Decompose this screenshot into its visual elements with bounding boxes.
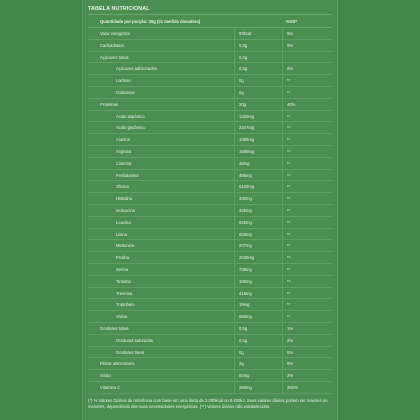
nutrient-vd: ** bbox=[282, 111, 290, 122]
nutrient-amount: 0,3g bbox=[234, 52, 247, 63]
nutrient-amount: 250mg bbox=[234, 382, 252, 393]
nutrient-name: Proteínas bbox=[100, 101, 118, 107]
nutrient-vd: ** bbox=[282, 158, 290, 169]
nutrient-amount: 0g bbox=[234, 87, 244, 98]
nutrient-vd: ** bbox=[282, 229, 290, 240]
nutrient-amount: 738mg bbox=[234, 264, 252, 275]
nutrient-vd: ** bbox=[282, 311, 290, 322]
nutrient-amount: 2g bbox=[234, 358, 244, 369]
nutrient-vd bbox=[282, 52, 287, 63]
nutrient-amount: 20g bbox=[234, 99, 246, 110]
table-row bbox=[88, 111, 332, 123]
table-row bbox=[88, 217, 332, 229]
nutrient-vd: 250% bbox=[282, 382, 298, 393]
table-title: TABELA NUTRICIONAL bbox=[88, 6, 150, 12]
nutrient-name: Arginina bbox=[116, 148, 132, 154]
nutrient-name: Vitamina C bbox=[100, 384, 121, 390]
table-row bbox=[88, 87, 332, 99]
nutrient-name: Ácido glutâmico bbox=[116, 125, 146, 131]
nutrient-name: Lisina bbox=[116, 231, 127, 237]
table-row bbox=[88, 99, 332, 111]
nutrient-name: Sódio bbox=[100, 373, 111, 379]
nutrient-amount: 555mg bbox=[234, 311, 252, 322]
nutrient-amount: 0,4g bbox=[234, 335, 247, 346]
nutrient-amount: 0,3g bbox=[234, 63, 247, 74]
nutrient-amount: 0g bbox=[234, 347, 244, 358]
nutrient-vd: ** bbox=[282, 87, 290, 98]
nutrient-vd: ** bbox=[282, 288, 290, 299]
nutrient-amount: 1320mg bbox=[234, 111, 254, 122]
nutrient-amount: 330mg bbox=[234, 193, 252, 204]
table-row bbox=[88, 264, 332, 276]
nutrient-amount: 165mg bbox=[234, 276, 252, 287]
nutrient-name: Glicina bbox=[116, 184, 129, 190]
table-row bbox=[88, 63, 332, 75]
vd-header: %VD* bbox=[286, 19, 298, 24]
table-row bbox=[88, 240, 332, 252]
nutrient-amount: 1080mg bbox=[234, 134, 254, 145]
table-row bbox=[88, 299, 332, 311]
nutrient-name: Carboidratos bbox=[100, 42, 124, 48]
nutrient-name: Metionina bbox=[116, 243, 135, 249]
nutrient-name: Gorduras totais bbox=[100, 325, 129, 331]
nutrient-name: Treonina bbox=[116, 290, 133, 296]
nutrient-vd: ** bbox=[282, 170, 290, 181]
table-row bbox=[88, 229, 332, 241]
table-row bbox=[88, 311, 332, 323]
table-row bbox=[88, 52, 332, 64]
nutrient-vd: ** bbox=[282, 276, 290, 287]
nutrient-vd: ** bbox=[282, 134, 290, 145]
nutrient-amount: 5100mg bbox=[234, 181, 254, 192]
nutrient-vd: 8% bbox=[282, 358, 293, 369]
table-row bbox=[88, 288, 332, 300]
nutrient-name: Isoleucina bbox=[116, 207, 135, 213]
nutrient-amount: 48mg bbox=[234, 158, 249, 169]
nutrient-name: Ácido aspártico bbox=[116, 113, 145, 119]
table-header bbox=[88, 15, 332, 28]
nutrient-amount: 828mg bbox=[234, 229, 252, 240]
nutrient-vd: 3% bbox=[282, 370, 293, 381]
nutrient-name: Tirosina bbox=[116, 278, 131, 284]
nutrient-vd: 0% bbox=[282, 40, 293, 51]
nutrient-vd: ** bbox=[282, 146, 290, 157]
nutrient-name: Leucina bbox=[116, 219, 131, 225]
table-row bbox=[88, 75, 332, 87]
table-row bbox=[88, 40, 332, 52]
nutrient-vd: ** bbox=[282, 299, 290, 310]
nutrient-vd: ** bbox=[282, 205, 290, 216]
footnote: (*) % Valores Diários de referência com base em uma dieta de 2.000kcal ou 8.400kJ. Seus valores diários podem ser maiores ou menores, dependendo das suas necessidades energéticas. (**) Valores diários não estabelecidos. bbox=[88, 398, 328, 409]
nutrient-vd: ** bbox=[282, 252, 290, 263]
table-row bbox=[88, 146, 332, 158]
nutrient-name: Triptofano bbox=[116, 302, 135, 308]
nutrient-name: Lactose bbox=[116, 78, 131, 84]
nutrient-name: Valor energético bbox=[100, 31, 131, 36]
nutrient-vd: 40% bbox=[282, 99, 295, 110]
nutrient-name: Açúcares totais bbox=[100, 54, 129, 60]
nutrient-name: Valina bbox=[116, 314, 128, 320]
nutrient-vd: ** bbox=[282, 193, 290, 204]
nutrient-vd: 0% bbox=[282, 63, 293, 74]
nutrient-vd: 2% bbox=[282, 335, 293, 346]
nutrient-vd: 5% bbox=[282, 28, 293, 39]
nutrient-amount: 2347mg bbox=[234, 122, 254, 133]
table-row bbox=[88, 323, 332, 335]
nutrient-vd: ** bbox=[282, 75, 290, 86]
table-row bbox=[88, 28, 332, 40]
nutrient-name: Gorduras saturadas bbox=[116, 337, 154, 343]
nutrient-vd: ** bbox=[282, 217, 290, 228]
table-row bbox=[88, 158, 332, 170]
table-row bbox=[88, 170, 332, 182]
nutrient-amount: 207mg bbox=[234, 240, 252, 251]
table-row bbox=[88, 193, 332, 205]
nutrient-vd: ** bbox=[282, 181, 290, 192]
nutrient-vd: ** bbox=[282, 122, 290, 133]
table-row bbox=[88, 335, 332, 347]
nutrient-name: Galactose bbox=[116, 89, 135, 95]
nutrient-amount: 485mg bbox=[234, 170, 252, 181]
nutrient-amount: 0,8g bbox=[234, 40, 247, 51]
table-row bbox=[88, 370, 332, 382]
table-row bbox=[88, 382, 332, 394]
nutrient-vd: ** bbox=[282, 264, 290, 275]
nutrient-name: Prolina bbox=[116, 255, 130, 261]
nutrient-name: Fibras alimentares bbox=[100, 361, 135, 367]
table-row bbox=[88, 181, 332, 193]
table-row bbox=[88, 358, 332, 370]
nutrient-amount: 19mg bbox=[234, 299, 249, 310]
nutrient-amount: 625mg bbox=[234, 217, 252, 228]
nutrient-amount: 50mg bbox=[234, 370, 249, 381]
nutrition-table bbox=[88, 14, 332, 394]
nutrient-name: Açúcares adicionados bbox=[116, 66, 157, 72]
nutrient-vd: ** bbox=[282, 240, 290, 251]
nutrient-amount: 415mg bbox=[234, 288, 252, 299]
table-row bbox=[88, 122, 332, 134]
table-row bbox=[88, 134, 332, 146]
nutrient-name: Alanina bbox=[116, 137, 130, 143]
nutrient-name: Cisteína bbox=[116, 160, 132, 166]
nutrient-amount: 2930mg bbox=[234, 252, 254, 263]
nutrient-amount: 1680mg bbox=[234, 146, 254, 157]
nutrient-name: Serina bbox=[116, 266, 129, 272]
table-row bbox=[88, 205, 332, 217]
nutrient-amount: 0,5g bbox=[234, 323, 247, 334]
nutrient-name: Histidina bbox=[116, 196, 133, 202]
nutrient-amount: 325mg bbox=[234, 205, 252, 216]
nutrient-amount: 0g bbox=[234, 75, 244, 86]
nutrient-name: Gorduras trans bbox=[116, 349, 144, 355]
table-row bbox=[88, 252, 332, 264]
nutrient-vd: 1% bbox=[282, 323, 293, 334]
nutrient-amount: 93kcal bbox=[234, 28, 251, 39]
table-row bbox=[88, 276, 332, 288]
table-row bbox=[88, 347, 332, 359]
nutrient-vd: 0% bbox=[282, 347, 293, 358]
nutrient-name: Fenilalanina bbox=[116, 172, 139, 178]
serving-size-header: Quantidade por porção: 25g (01 medida dosadora) bbox=[100, 19, 201, 24]
